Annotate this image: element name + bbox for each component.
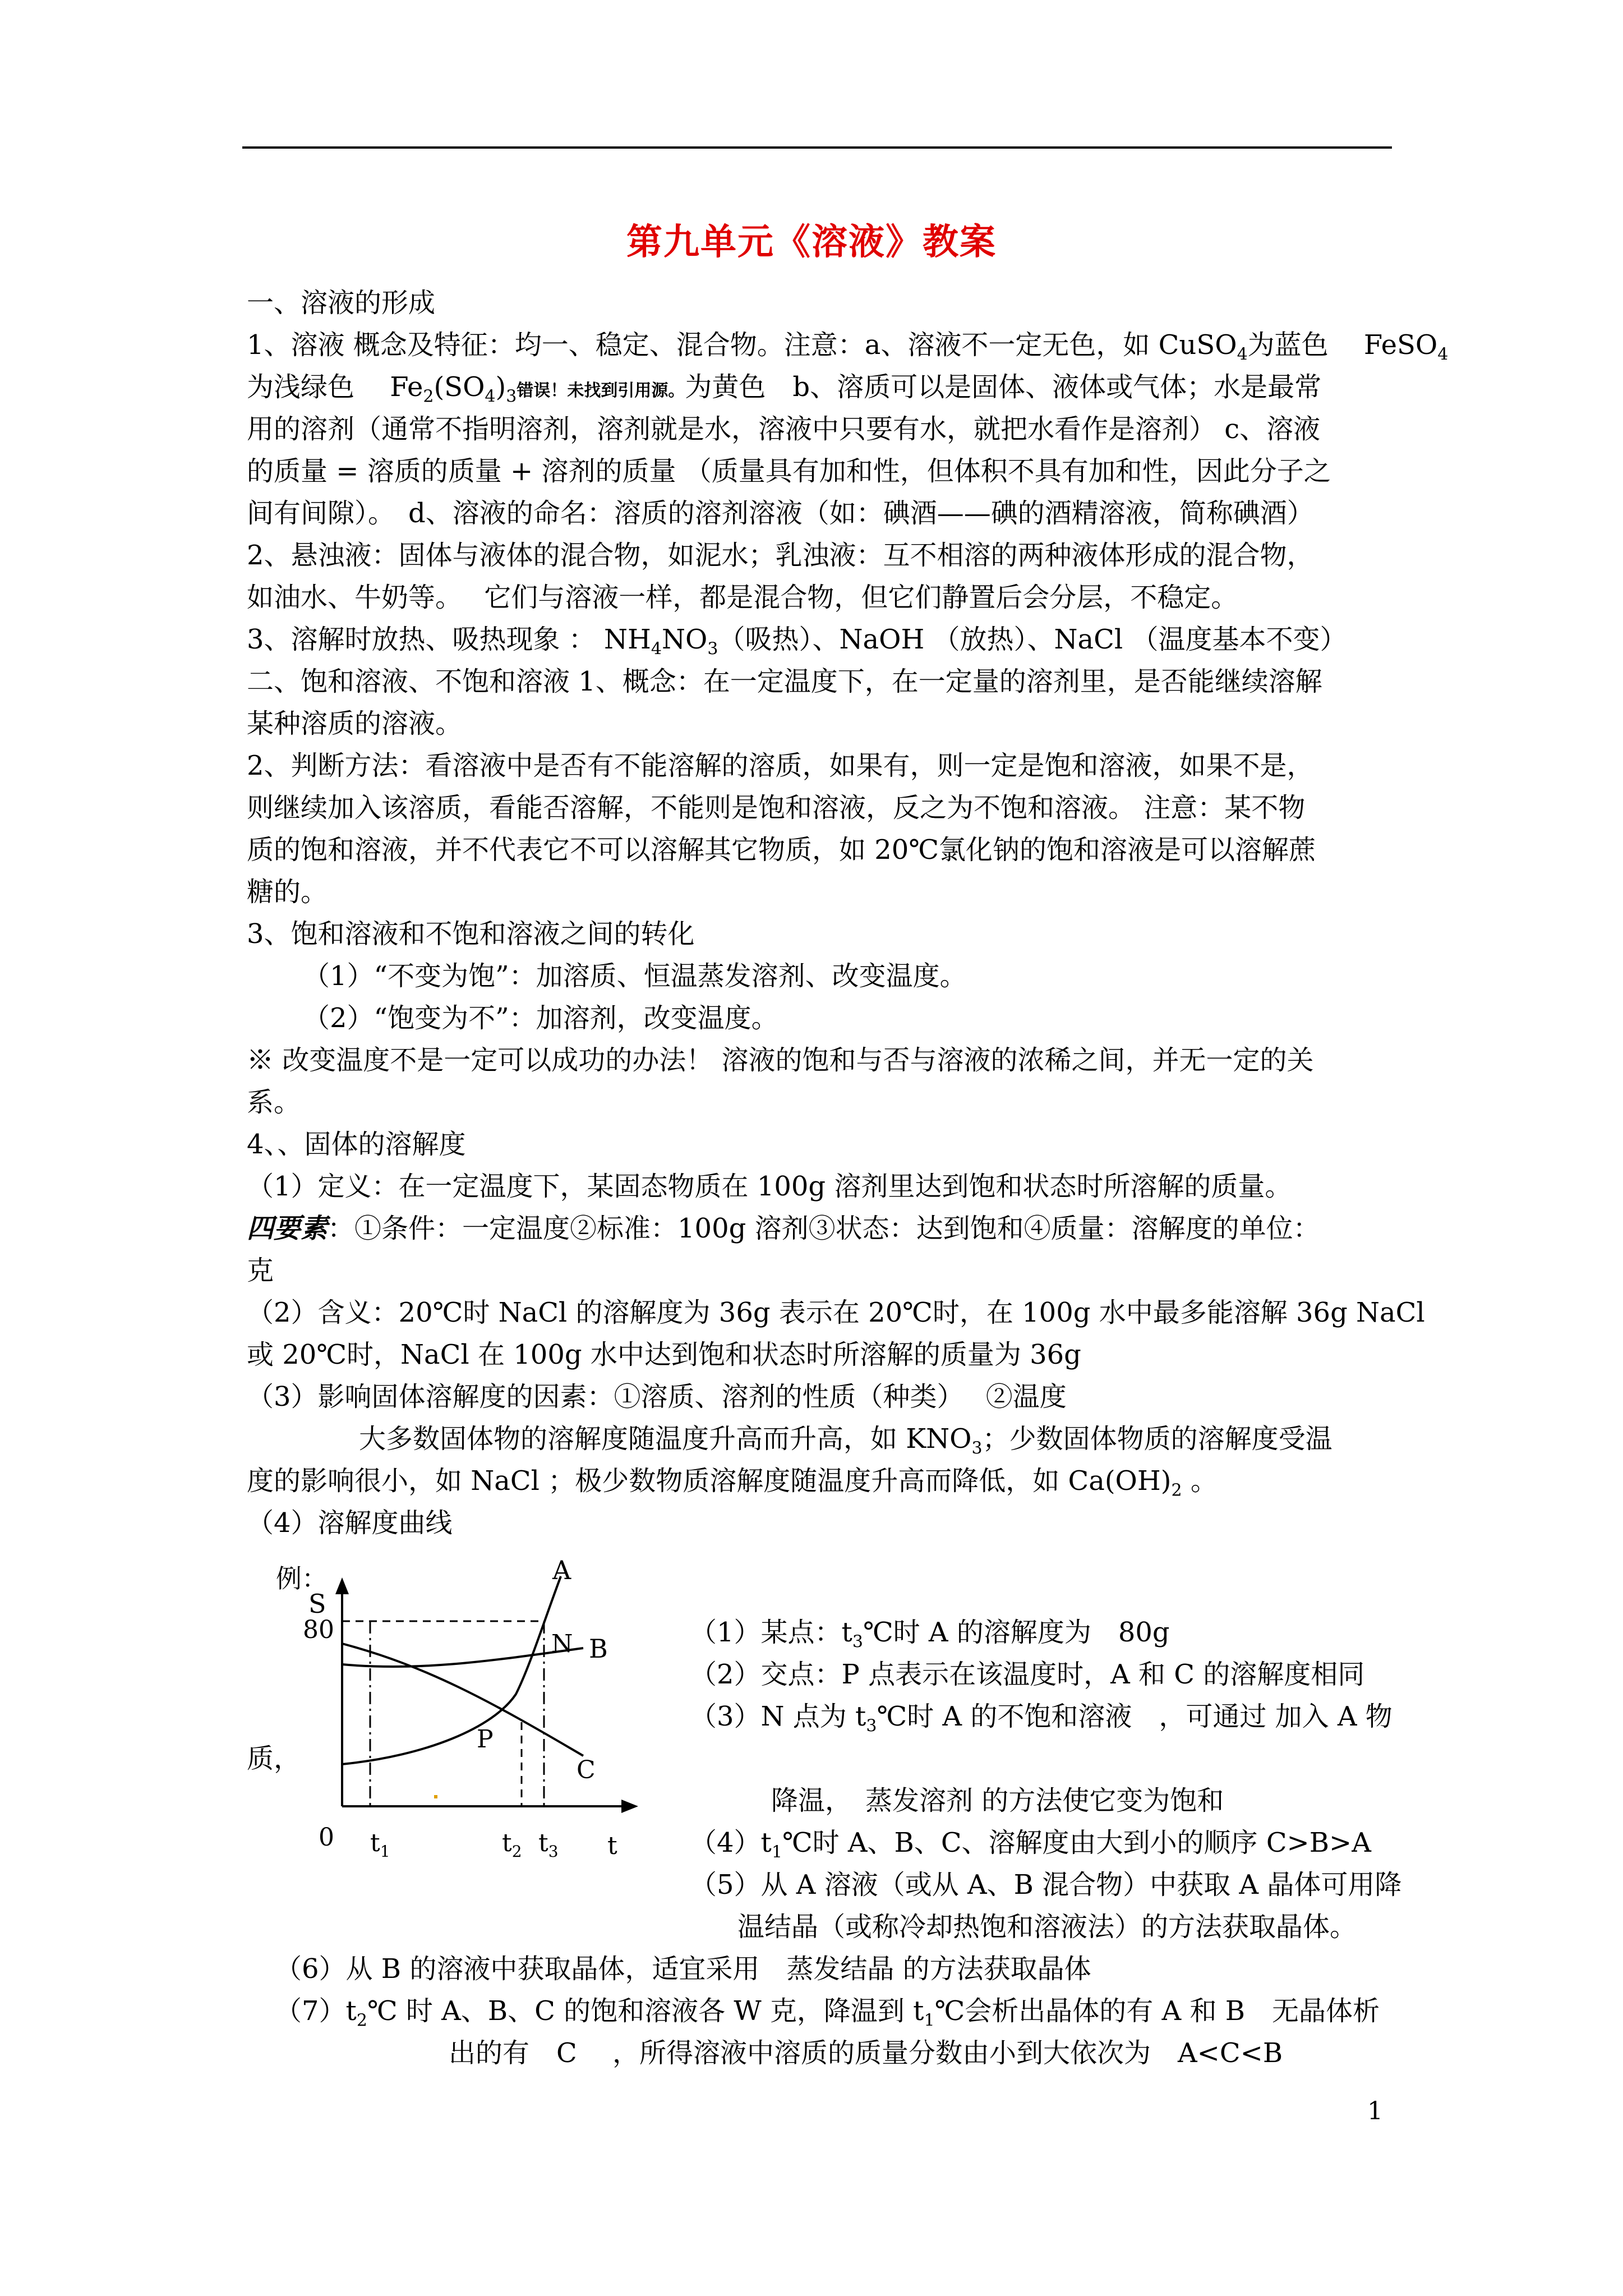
origin-label: 0: [319, 1823, 334, 1852]
t1-label: $t_1$: [370, 1829, 390, 1861]
text-line: （3）N 点为 $t_3℃$时 A 的不饱和溶液 ，可通过 加入 A 物: [690, 1701, 1393, 1736]
text-line: （1）某点：$t_3℃$时 A 的溶解度为 80g: [690, 1617, 1170, 1652]
text-line: 度的影响很小，如 NaCl ；极少数物质溶解度随温度升高而降低，如 $Ca(OH)_2$ 。: [247, 1465, 1218, 1501]
text-line: （6）从 B 的溶液中获取晶体，适宜采用 蒸发结晶 的方法获取晶体: [275, 1953, 1091, 1985]
page-number: 1: [1367, 2097, 1383, 2125]
page-title: 第九单元《溶液》教案: [626, 221, 997, 263]
text-line: （2）交点：P 点表示在该温度时，A 和 C 的溶解度相同: [690, 1659, 1365, 1690]
text-line: 二、饱和溶液、不饱和溶液 1、概念：在一定温度下，在一定量的溶剂里，是否能继续溶解: [247, 666, 1322, 697]
text-line: 质，: [247, 1743, 301, 1774]
text-line: 4、、固体的溶解度: [247, 1129, 466, 1160]
text-line: （1）“不变为饱”：加溶质、恒温蒸发溶剂、改变温度。: [303, 960, 967, 992]
reference-error-note: 错误！未找到引用源。: [517, 381, 685, 401]
stray-mark: [434, 1795, 437, 1798]
text-line: 质的饱和溶液，并不代表它不可以溶解其它物质，如 20℃氯化钠的饱和溶液是可以溶解蔗: [247, 834, 1316, 866]
four-elements-label: 四要素: [247, 1213, 328, 1244]
text-line: 降温， 蒸发溶剂 的方法使它变为饱和: [771, 1785, 1224, 1816]
text-line: 2、悬浊液：固体与液体的混合物，如泥水；乳浊液：互不相溶的两种液体形成的混合物，: [247, 540, 1314, 571]
curve-A: [342, 1576, 561, 1764]
curve-B: [342, 1648, 583, 1667]
y-axis-label: S: [308, 1589, 326, 1619]
text-line: ※ 改变温度不是一定可以成功的办法！ 溶液的饱和与否与溶液的浓稀之间，并无一定的关: [247, 1045, 1314, 1076]
text-line: （3）影响固体溶解度的因素：①溶质、溶剂的性质（种类） ②温度: [247, 1381, 1067, 1412]
text-line: 或 20℃时，NaCl 在 100g 水中达到饱和状态时所溶解的质量为 36g: [247, 1339, 1081, 1370]
text-line: 用的溶剂（通常不指明溶剂，溶剂就是水，溶液中只要有水，就把水看作是溶剂） c、溶液: [247, 413, 1321, 445]
text-line: （5）从 A 溶液（或从 A、B 混合物）中获取 A 晶体可用降: [690, 1869, 1402, 1901]
solubility-curve-diagram: [241, 1554, 690, 1879]
text-line: 温结晶（或称冷却热饱和溶液法）的方法获取晶体。: [737, 1911, 1357, 1943]
curve-C: [342, 1644, 583, 1756]
text-line: 系。: [247, 1087, 301, 1118]
text-line: 四要素：①条件：一定温度②标准：100g 溶剂③状态：达到饱和④质量：溶解度的单位：: [247, 1213, 1320, 1244]
point-N-label: N: [551, 1630, 573, 1658]
y-axis-arrow: [335, 1577, 349, 1594]
t3-label: $t_3$: [538, 1829, 559, 1861]
text-line: 则继续加入该溶质，看能否溶解，不能则是饱和溶液，反之为不饱和溶液。 注意：某不物: [247, 792, 1306, 823]
text-line: 为浅绿色 $Fe_2(SO_4)_3$错误！未找到引用源。为黄色 b、溶质可以是固体、液体或气体；水是最常: [247, 371, 1322, 407]
text-line: 某种溶质的溶液。: [247, 708, 463, 739]
text-line: 3、溶解时放热、吸热现象 ： $NH_4NO_3$（吸热）、NaOH （放热）、NaCl （温度基本不变）: [247, 624, 1347, 659]
point-P-label: P: [477, 1725, 494, 1754]
text-line: 间有间隙）。 d、溶液的命名：溶质的溶剂溶液（如：碘酒——碘的酒精溶液，简称碘酒）: [247, 498, 1314, 529]
text-line: 如油水、牛奶等。 它们与溶液一样，都是混合物，但它们静置后会分层，不稳定。: [247, 582, 1238, 613]
text-line: 的质量 = 溶质的质量 + 溶剂的质量 （质量具有加和性，但体积不具有加和性，因此分子之: [247, 455, 1331, 487]
text-line: $(4)t_1℃$时 A、B、C、溶解度由大到小的顺序 C>B>A: [690, 1827, 1371, 1862]
text-line: 1、溶液 概念及特征：均一、稳定、混合物。注意：a、溶液不一定无色，如 CuSO$_4$为蓝色 FeSO$_4$: [247, 329, 1449, 365]
text-line: 克: [247, 1255, 274, 1286]
text-line: （2）“饱变为不”：加溶剂，改变温度。: [303, 1002, 778, 1034]
t2-label: $t_2$: [502, 1829, 522, 1861]
text-line: 糖的。: [247, 876, 328, 908]
text-line: 大多数固体物的溶解度随温度升高而升高，如 $KNO_3$；少数固体物质的溶解度受温: [359, 1423, 1332, 1458]
x-axis-arrow: [621, 1800, 638, 1813]
example-label: 例：: [276, 1563, 328, 1594]
value-80-label: 80: [303, 1616, 334, 1644]
header-rule: [242, 146, 1392, 149]
text-line: （4）溶解度曲线: [247, 1507, 453, 1539]
section-heading: 一、溶液的形成: [247, 287, 436, 319]
text-line: 2、判断方法：看溶液中是否有不能溶解的溶质，如果有，则一定是饱和溶液，如果不是，: [247, 750, 1314, 781]
text-line: （1）定义：在一定温度下，某固态物质在 100g 溶剂里达到饱和状态时所溶解的质量。: [247, 1171, 1292, 1202]
curve-A-label: A: [552, 1555, 571, 1585]
text-line: （2）含义：20℃时 NaCl 的溶解度为 36g 表示在 20℃时，在 100g 水中最多能溶解 36g NaCl: [247, 1297, 1425, 1328]
curve-B-label: B: [589, 1634, 608, 1664]
text-line: $(7)t_2℃$ 时 A、B、C 的饱和溶液各 W 克，降温到 $t_1℃$会析出晶体的有 A 和 B 无晶体析: [275, 1995, 1380, 2031]
x-axis-label: t: [607, 1832, 617, 1860]
text-line: 3、饱和溶液和不饱和溶液之间的转化: [247, 918, 695, 950]
curve-C-label: C: [577, 1756, 596, 1784]
text-line: 出的有 C ，所得溶液中溶质的质量分数由小到大依次为 A<C<B: [449, 2037, 1283, 2069]
